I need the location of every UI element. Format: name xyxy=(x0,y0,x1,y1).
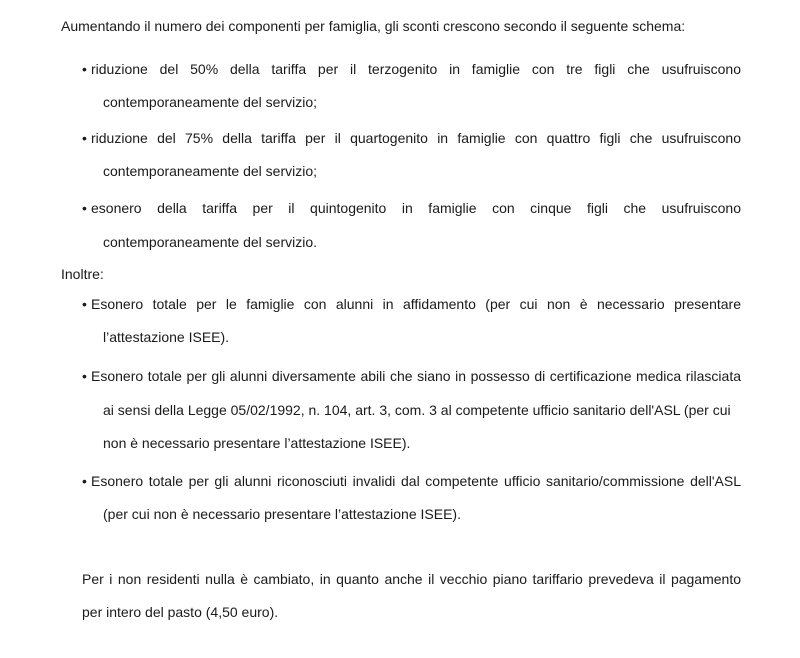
outro-line-1: Per i non residenti nulla è cambiato, in quanto anche il vecchio piano tariffario prevedeva il pagamento xyxy=(82,571,741,587)
bullet-icon: • xyxy=(82,61,87,77)
exemption-item-1-line-1: Esonero totale per le famiglie con alunni in affidamento (per cui non è necessario presentare xyxy=(91,296,741,312)
bullet-icon: • xyxy=(82,296,87,312)
exemption-item-1-line-2: l’attestazione ISEE). xyxy=(103,329,230,345)
exemption-item-3-line-1: Esonero totale per gli alunni riconosciuti invalidi dal competente ufficio sanitario/commissione dell'ASL xyxy=(91,473,741,489)
bullet-icon: • xyxy=(82,368,87,384)
discount-item-2-line-2: contemporaneamente del servizio; xyxy=(103,163,318,179)
discount-item-2-line-1: riduzione del 75% della tariffa per il quartogenito in famiglie con quattro figli che usufruiscono xyxy=(91,130,741,146)
discount-item-1-line-2: contemporaneamente del servizio; xyxy=(103,94,318,110)
exemption-item-2-line-3: non è necessario presentare l’attestazione ISEE). xyxy=(103,435,411,451)
exemption-item-2-line-1: Esonero totale per gli alunni diversamente abili che siano in possesso di certificazione medica rilasciata xyxy=(91,368,741,384)
discount-item-3-line-2: contemporaneamente del servizio. xyxy=(103,234,318,250)
exemption-item-2-line-2: ai sensi della Legge 05/02/1992, n. 104, art. 3, com. 3 al competente ufficio sanitario dell'ASL (per cui xyxy=(103,402,731,418)
bullet-icon: • xyxy=(82,130,87,146)
inoltre-heading: Inoltre: xyxy=(61,266,104,282)
bullet-icon: • xyxy=(82,200,87,216)
discount-item-3-line-1: esonero della tariffa per il quintogenito in famiglie con cinque figli che usufruiscono xyxy=(91,200,741,216)
outro-line-2: per intero del pasto (4,50 euro). xyxy=(82,604,279,620)
discount-item-1-line-1: riduzione del 50% della tariffa per il terzogenito in famiglie con tre figli che usufruiscono xyxy=(91,61,741,77)
exemption-item-3-line-2: (per cui non è necessario presentare l’attestazione ISEE). xyxy=(103,506,461,522)
intro-paragraph: Aumentando il numero dei componenti per famiglia, gli sconti crescono secondo il seguente schema: xyxy=(61,18,686,34)
bullet-icon: • xyxy=(82,473,87,489)
